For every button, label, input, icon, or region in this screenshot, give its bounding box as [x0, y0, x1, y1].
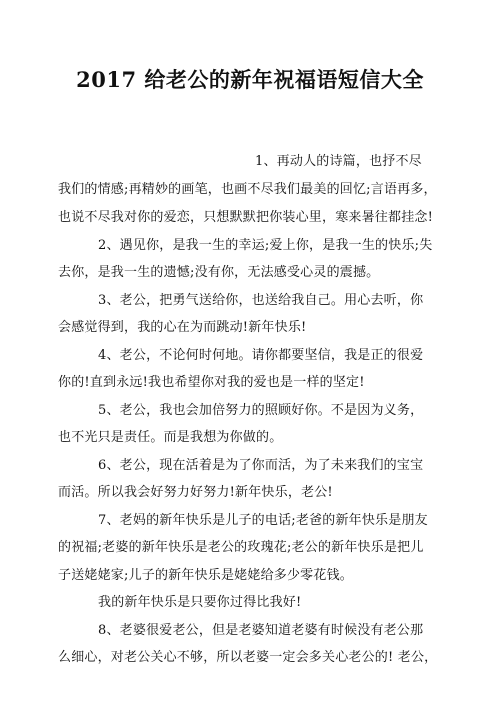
paragraph-line: 1、再动人的诗篇，也抒不尽 [255, 154, 422, 169]
paragraph-line: 也说不尽我对你的爱恋，只想默默把你装心里，寒来暑往都挂念! [58, 210, 434, 225]
paragraph-line: 2、遇见你，是我一生的幸运;爱上你，是我一生的快乐;失 [98, 238, 433, 253]
paragraph-line: 6、老公，现在活着是为了你而活，为了未来我们的宝宝 [98, 458, 424, 473]
paragraph-line: 的祝福;老婆的新年快乐是老公的玫瑰花;老公的新年快乐是把儿 [58, 540, 424, 555]
paragraph-line: 去你，是我一生的遗憾;没有你，无法感受心灵的震撼。 [58, 265, 380, 280]
paragraph-line: 么细心，对老公关心不够，所以老婆一定会多关心老公的! 老公， [58, 650, 438, 665]
paragraph-line: 3、老公，把勇气送给你，也送给我自己。用心去听，你 [98, 293, 424, 308]
paragraph-line: 子送姥姥家;儿子的新年快乐是姥姥给多少零花钱。 [58, 568, 353, 583]
document-title: 2017 给老公的新年祝福语短信大全 [76, 67, 424, 92]
paragraph-line: 4、老公，不论何时何地。请你都要坚信，我是正的很爱 [98, 348, 424, 363]
paragraph-line: 我的新年快乐是只要你过得比我好! [98, 595, 302, 610]
paragraph-line: 而活。所以我会好努力好努力!新年快乐，老公! [58, 485, 333, 500]
paragraph-line: 会感觉得到，我的心在为而跳动!新年快乐! [58, 320, 307, 335]
paragraph-line: 7、老妈的新年快乐是儿子的电话;老爸的新年快乐是朋友 [98, 513, 428, 528]
paragraph-line: 8、老婆很爱老公，但是老婆知道老婆有时候没有老公那 [98, 623, 424, 638]
paragraph-line: 也不光只是责任。而是我想为你做的。 [58, 430, 283, 445]
paragraph-line: 我们的情感;再精妙的画笔，也画不尽我们最美的回忆;言语再多， [58, 182, 437, 197]
paragraph-line: 你的!直到永远!我也希望你对我的爱也是一样的坚定! [58, 375, 365, 390]
paragraph-line: 5、老公，我也会加倍努力的照顾好你。不是因为义务， [98, 403, 424, 418]
